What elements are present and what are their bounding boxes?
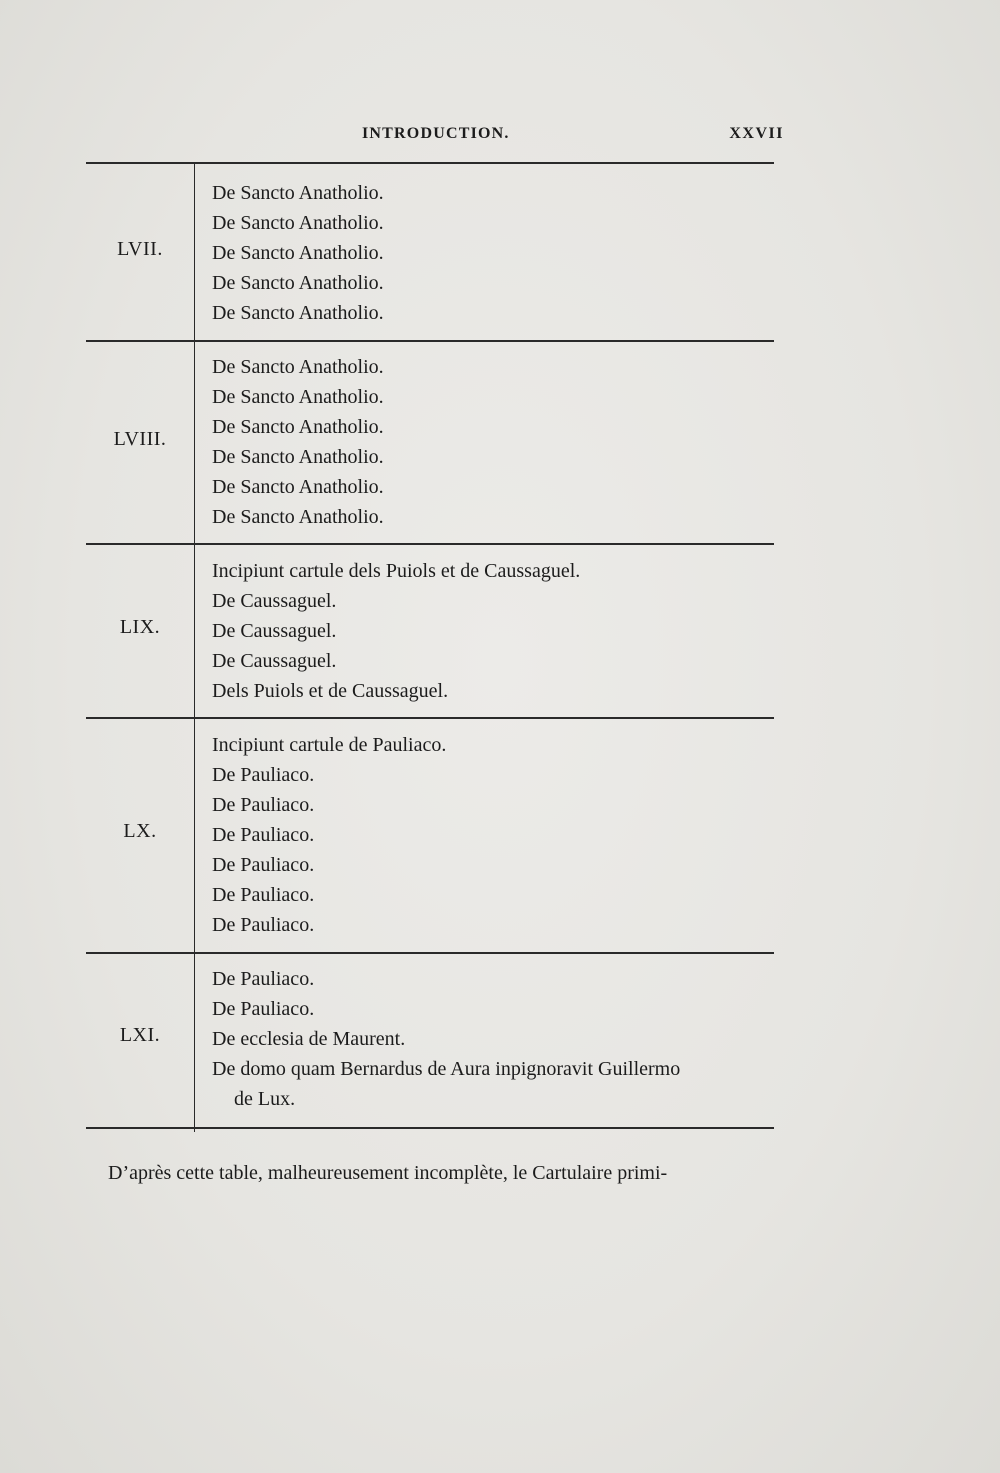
- running-head: [0, 125, 1000, 149]
- group-numeral: LIX.: [119, 616, 161, 638]
- page-number: XXVII: [729, 125, 784, 142]
- group-entries: [212, 730, 782, 940]
- table-rule-4: [86, 952, 774, 954]
- group-numeral: LVIII.: [113, 428, 167, 450]
- group-entries: [212, 178, 782, 328]
- table-entry: De Sancto Anatholio.: [212, 416, 384, 438]
- table-entry: De Sancto Anatholio.: [212, 212, 384, 234]
- table-entry: De Pauliaco.: [212, 854, 315, 876]
- running-title: INTRODUCTION.: [362, 125, 510, 142]
- table-rule-3: [86, 717, 774, 719]
- table-entry: Incipiunt cartule de Pauliaco.: [212, 734, 447, 756]
- table-entry: De Pauliaco.: [212, 824, 315, 846]
- group-numeral: LVII.: [117, 238, 163, 260]
- table-entry: De domo quam Bernardus de Aura inpignoravit Guillermo: [212, 1058, 681, 1080]
- table-entry: De Pauliaco.: [212, 884, 315, 906]
- group-entries: [212, 964, 782, 1114]
- table-rule-2: [86, 543, 774, 545]
- table-entry: De Sancto Anatholio.: [212, 272, 384, 294]
- table-entry: De Pauliaco.: [212, 968, 315, 990]
- table-entry: De Sancto Anatholio.: [212, 302, 384, 324]
- table-entry: Incipiunt cartule dels Puiols et de Caussaguel.: [212, 560, 581, 582]
- table-entry: De Sancto Anatholio.: [212, 506, 384, 528]
- group-numeral: LX.: [123, 820, 157, 842]
- table-rule-bottom: [86, 1127, 774, 1129]
- table-entry: De Sancto Anatholio.: [212, 446, 384, 468]
- group-entries: [212, 556, 782, 706]
- table-entry: Dels Puiols et de Caussaguel.: [212, 680, 449, 702]
- table-entry: De Pauliaco.: [212, 764, 315, 786]
- table-entry: De Caussaguel.: [212, 620, 337, 642]
- table-rule-top: [86, 162, 774, 164]
- table-entry: De Sancto Anatholio.: [212, 182, 384, 204]
- table-column-divider: [194, 162, 195, 1132]
- table-entry: De Sancto Anatholio.: [212, 476, 384, 498]
- closing-paragraph: D’après cette table, malheureusement incomplète, le Cartulaire primi-: [108, 1162, 668, 1184]
- table-entry: De Caussaguel.: [212, 590, 337, 612]
- table-entry: De Caussaguel.: [212, 650, 337, 672]
- table-entry: De ecclesia de Maurent.: [212, 1028, 406, 1050]
- table-entry: De Sancto Anatholio.: [212, 386, 384, 408]
- group-entries: [212, 352, 782, 532]
- table-entry: De Pauliaco.: [212, 998, 315, 1020]
- table-entry: De Sancto Anatholio.: [212, 356, 384, 378]
- table-entry-continuation: de Lux.: [234, 1088, 296, 1110]
- table-entry: De Pauliaco.: [212, 794, 315, 816]
- group-numeral: LXI.: [119, 1024, 161, 1046]
- table-entry: De Sancto Anatholio.: [212, 242, 384, 264]
- table-rule-1: [86, 340, 774, 342]
- table-entry: De Pauliaco.: [212, 914, 315, 936]
